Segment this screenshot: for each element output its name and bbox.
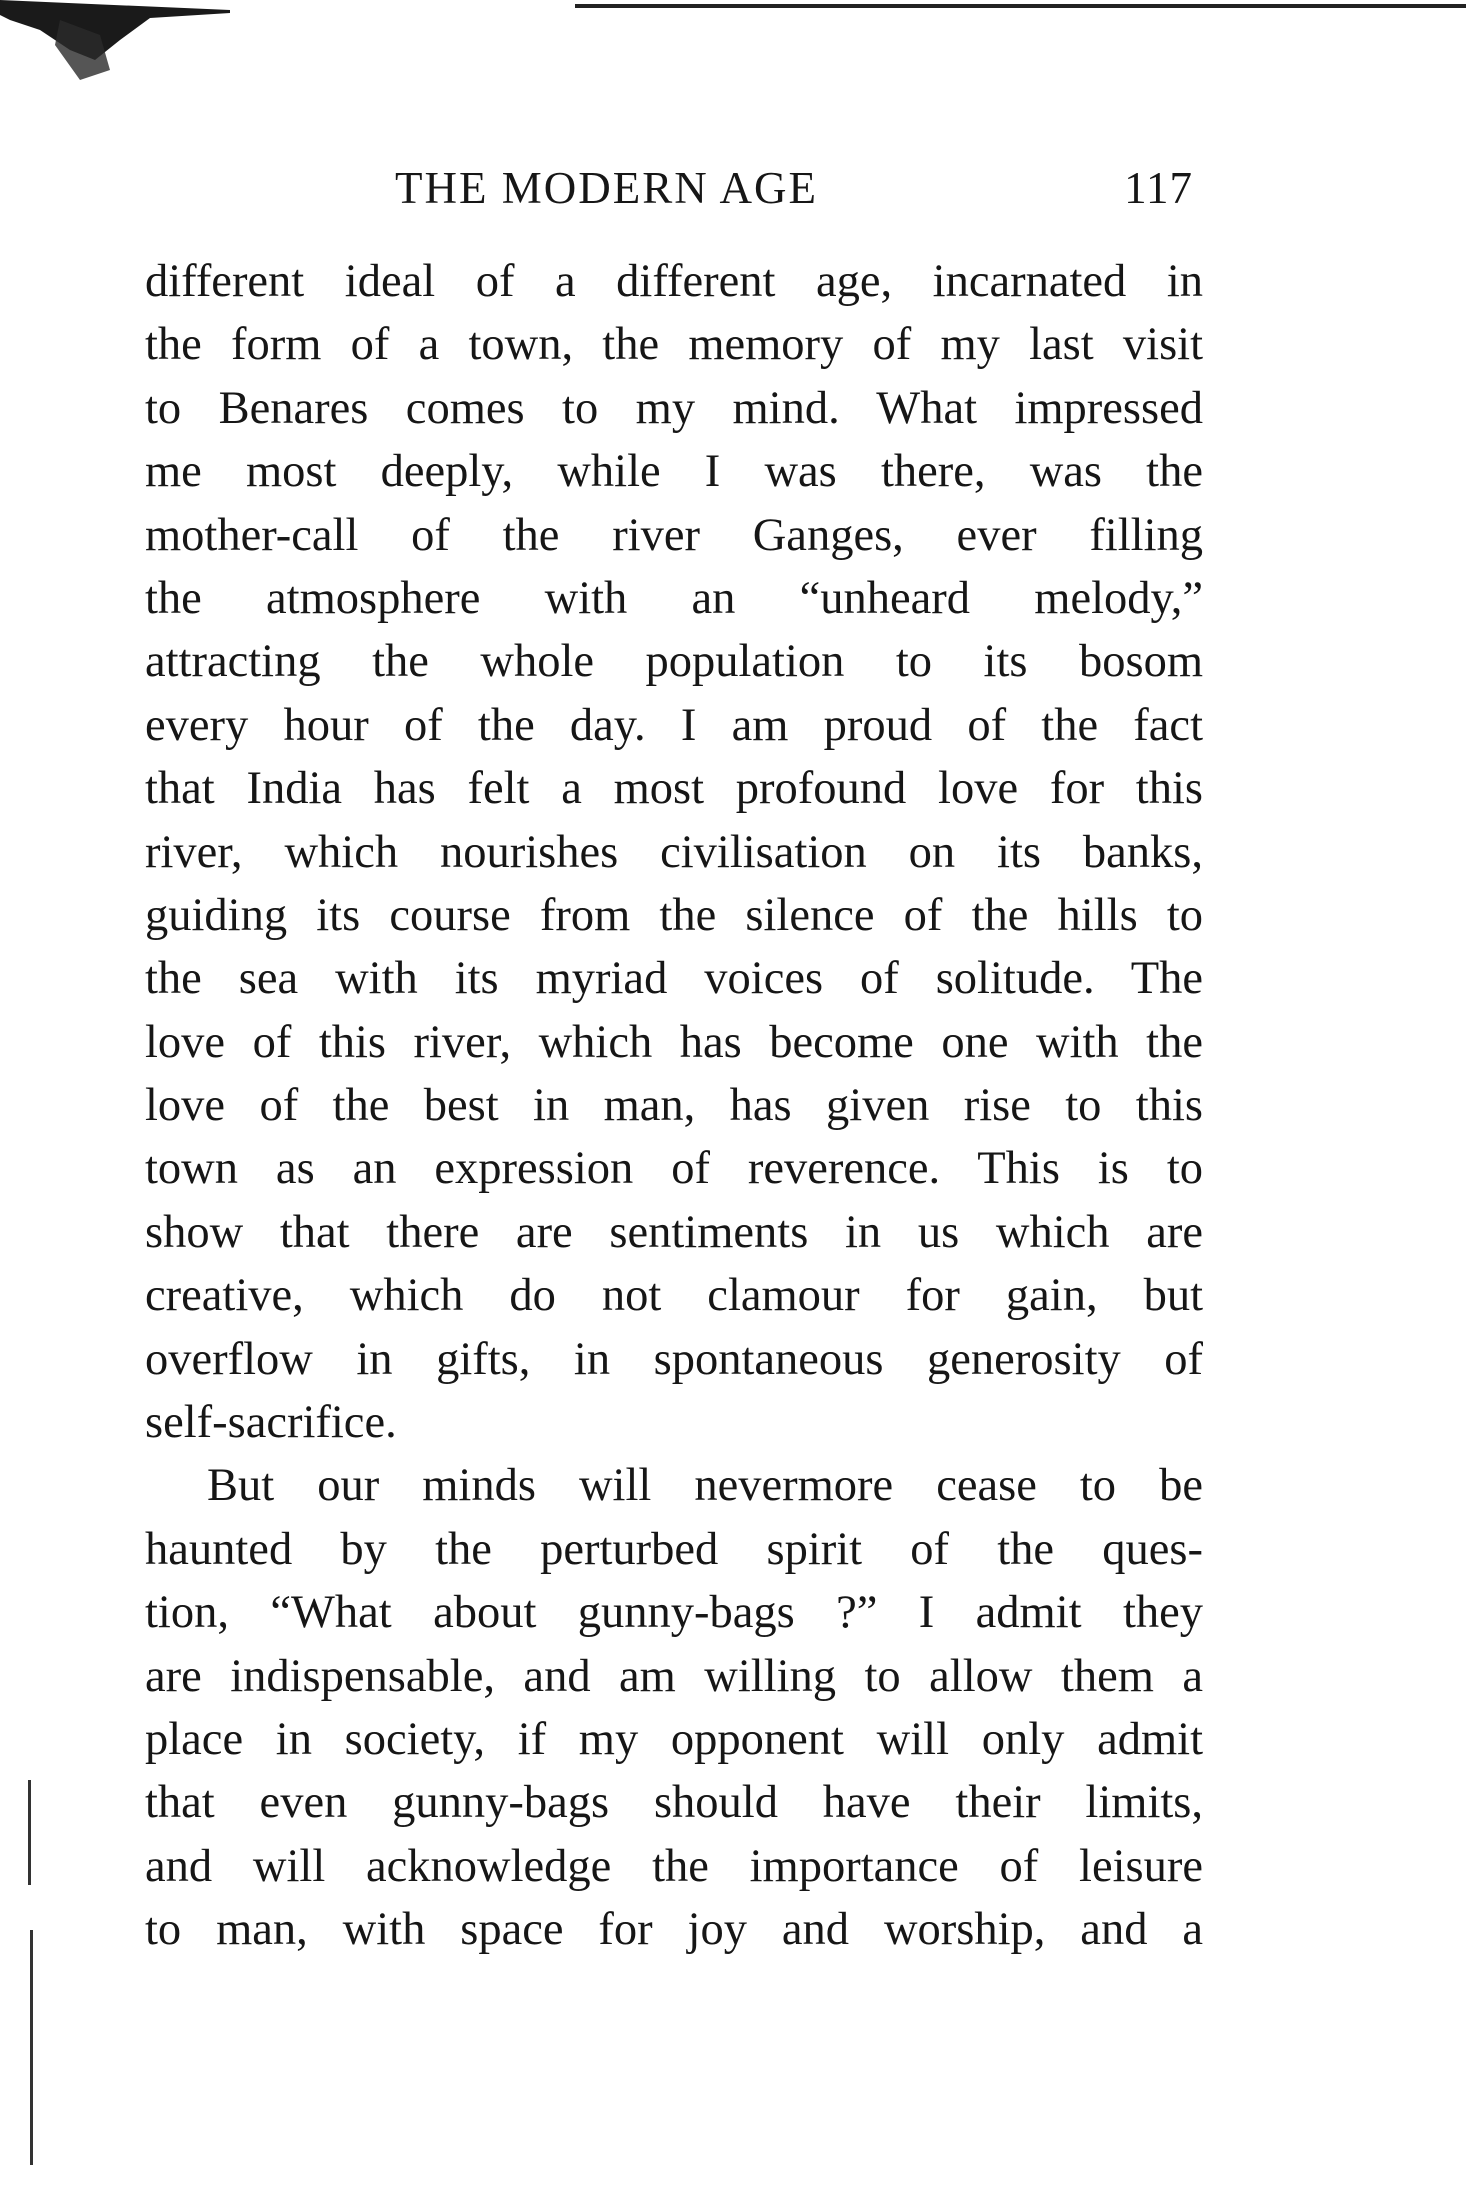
text-line: love of the best in man, has given rise to this	[145, 1080, 1203, 1132]
margin-pencil-mark	[30, 1930, 33, 2165]
page-number: 117	[1124, 163, 1193, 213]
text-line: are indispensable, and am willing to allow them a	[145, 1650, 1203, 1702]
text-line: river, which nourishes civilisation on its banks,	[145, 826, 1203, 878]
text-line: that India has felt a most profound love for this	[145, 763, 1203, 815]
text-line: But our minds will nevermore cease to be	[207, 1460, 1203, 1512]
text-line: and will acknowledge the importance of leisure	[145, 1840, 1203, 1892]
paragraph-1	[145, 250, 1203, 1454]
scan-corner-smudge	[0, 0, 230, 90]
text-line: guiding its course from the silence of the hills to	[145, 889, 1203, 941]
text-line: mother-call of the river Ganges, ever filling	[145, 509, 1203, 561]
running-head	[145, 162, 1203, 222]
text-line: overflow in gifts, in spontaneous generosity of	[145, 1333, 1203, 1385]
paragraph-2	[145, 1454, 1203, 1961]
text-line: haunted by the perturbed spirit of the ques-	[145, 1523, 1203, 1575]
text-line: me most deeply, while I was there, was the	[145, 446, 1203, 498]
margin-pencil-mark	[28, 1780, 31, 1885]
text-line: different ideal of a different age, incarnated in	[145, 256, 1203, 307]
text-line: place in society, if my opponent will only admit	[145, 1713, 1203, 1765]
text-line: creative, which do not clamour for gain, but	[145, 1270, 1203, 1322]
text-line: attracting the whole population to its bosom	[145, 636, 1203, 688]
top-edge-rule	[575, 4, 1466, 8]
text-line: every hour of the day. I am proud of the fact	[145, 699, 1203, 751]
text-line: the atmosphere with an “unheard melody,”	[145, 572, 1203, 624]
text-line: show that there are sentiments in us which are	[145, 1206, 1203, 1258]
text-line: self-sacrifice.	[145, 1397, 397, 1449]
body-text	[145, 250, 1203, 1962]
text-line: that even gunny-bags should have their limits,	[145, 1777, 1203, 1829]
text-line: tion, “What about gunny-bags ?” I admit they	[145, 1587, 1203, 1639]
text-line: the form of a town, the memory of my last visit	[145, 319, 1203, 371]
text-line: the sea with its myriad voices of solitude. The	[145, 953, 1203, 1005]
running-title: THE MODERN AGE	[395, 163, 818, 213]
text-line: to Benares comes to my mind. What impressed	[145, 382, 1203, 434]
text-line: love of this river, which has become one with the	[145, 1016, 1203, 1068]
text-line: town as an expression of reverence. This is to	[145, 1143, 1203, 1195]
text-line: to man, with space for joy and worship, and a	[145, 1904, 1203, 1956]
